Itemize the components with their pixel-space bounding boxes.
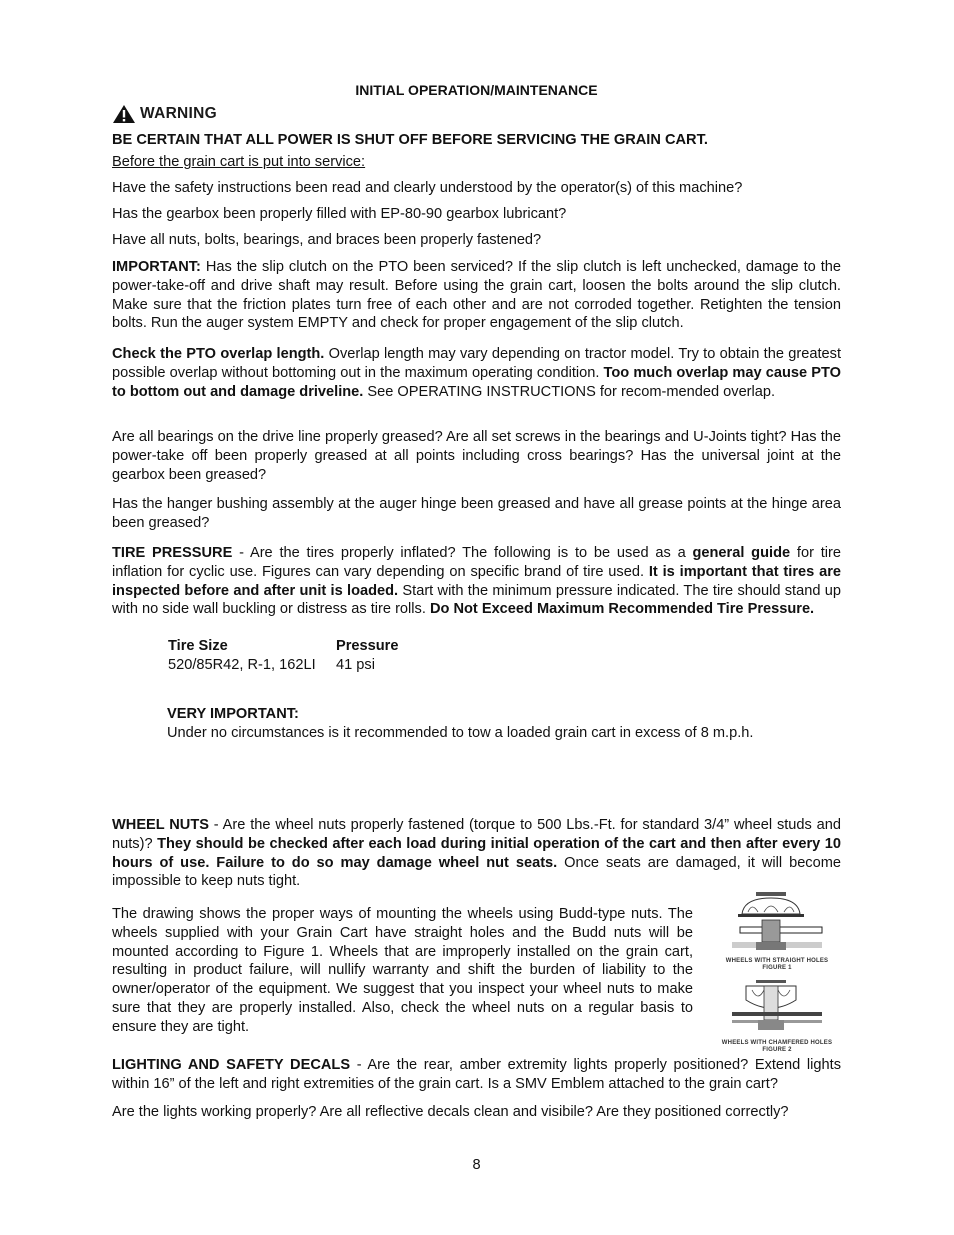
- tire-pressure-paragraph: TIRE PRESSURE - Are the tires properly inflated? The following is to be used as a general guide for tire inflation for cyclic use. Figures can vary depending on specific brand of tire used. It is important that tires are inspected before and after unit is loaded. Start with the minimum pressure indicated. The tire should stand up with no side wall buckling or distress as tire rolls. Do Not Exceed Maximum Recommended Tire Pressure.: [112, 545, 841, 618]
- cell-tire-size: 520/85R42, R-1, 162LI: [168, 656, 316, 673]
- figure2-caption: WHEELS WITH CHAMFERED HOLES: [721, 1039, 833, 1046]
- budd-nut-straight-hole-drawing: [712, 890, 842, 952]
- figure1-caption: WHEELS WITH STRAIGHT HOLES: [725, 957, 829, 964]
- header-tire-size: Tire Size: [168, 638, 228, 654]
- lights-question-paragraph: Are the lights working properly? Are all reflective decals clean and visibile? Are they positioned correctly?: [112, 1104, 789, 1120]
- budd-nut-chamfered-hole-drawing: [712, 976, 842, 1034]
- warning-triangle-icon: [112, 104, 136, 124]
- figure1-label: FIGURE 1: [762, 964, 792, 971]
- header-pressure: Pressure: [336, 638, 399, 654]
- pto-paragraph: Check the PTO overlap length. Overlap length may vary depending on tractor model. Try to obtain the greatest possible overlap without bottoming out in the maximum operating condition. Too much overlap may cause PTO to bottom out and damage driveline. See OPERATING INSTRUCTIONS for recom-mended overlap.: [112, 346, 841, 400]
- lighting-paragraph: LIGHTING AND SAFETY DECALS - Are the rear, amber extremity lights properly positioned? Extend lights within 16” of the left and right extremities of the grain cart. Is a SMV Emblem attached to the grain cart?: [112, 1057, 841, 1092]
- service-subhead: Before the grain cart is put into service:: [112, 154, 366, 170]
- very-important-block: [167, 705, 753, 743]
- bearings-paragraph: Are all bearings on the drive line properly greased? Are all set screws in the bearings and U-Joints tight? Has the power-take off been properly greased at all points including cross bearings? Has the universal joint at the gearbox been greased?: [112, 429, 841, 483]
- question-fasteners: Have all nuts, bolts, bearings, and braces been properly fastened?: [112, 232, 542, 248]
- lighting-lead: LIGHTING AND SAFETY DECALS: [112, 1057, 351, 1073]
- warning-headline: BE CERTAIN THAT ALL POWER IS SHUT OFF BEFORE SERVICING THE GRAIN CART.: [112, 132, 708, 148]
- pto-lead: Check the PTO overlap length.: [112, 346, 325, 362]
- tire-pressure-table: [168, 637, 398, 675]
- question-safety: Have the safety instructions been read and clearly understood by the operator(s) of this machine?: [112, 180, 743, 196]
- important-paragraph: IMPORTANT: Has the slip clutch on the PTO been serviced? If the slip clutch is left unchecked, damage to the power-take-off and drive shaft may result. Before using the grain cart, loosen the bolts around the slip clutch. Make sure that the friction plates turn free of each other and are not corroded together. Retighten the tension bolts. Run the auger system EMPTY and check for proper engagement of the slip clutch.: [112, 259, 841, 332]
- warning-banner: [112, 104, 217, 124]
- tire-table-header: [168, 637, 398, 656]
- wheel-nuts-lead: WHEEL NUTS: [112, 817, 209, 833]
- question-gearbox: Has the gearbox been properly filled with EP-80-90 gearbox lubricant?: [112, 206, 567, 222]
- very-important-label: VERY IMPORTANT:: [167, 706, 299, 722]
- table-row: [168, 656, 398, 675]
- wheel-drawing-paragraph: The drawing shows the proper ways of mounting the wheels using Budd-type nuts. The wheels supplied with your Grain Cart have straight holes and the Budd nuts will be mounted according to Figure 1. Wheels that are improperly installed on the grain cart, resulting in product failure, will nullify warranty and shift the burden of liability to the owner/operator of the equipment. We suggest that you inspect your wheel nuts to make sure that they are properly installed. Also, check the wheel nuts on a regular basis to ensure they are tight.: [112, 906, 693, 1035]
- very-important-text: Under no circumstances is it recommended to tow a loaded grain cart in excess of 8 m.p.h.: [167, 724, 754, 741]
- tire-lead: TIRE PRESSURE: [112, 545, 233, 561]
- wheel-mount-figures: [712, 890, 842, 1054]
- wheel-nuts-paragraph: WHEEL NUTS - Are the wheel nuts properly fastened (torque to 500 Lbs.-Ft. for standard 3/4” wheel studs and nuts)? They should be checked after each load during initial operation of the cart and then after every 10 hours of use. Failure to do so may damage wheel nut seats. Once seats are damaged, it will become impossible to keep nuts tight.: [112, 817, 841, 890]
- important-lead: IMPORTANT:: [112, 259, 201, 275]
- page-title: INITIAL OPERATION/MAINTENANCE: [355, 82, 598, 98]
- warning-label: WARNING: [140, 104, 218, 122]
- figure2-label: FIGURE 2: [762, 1046, 792, 1053]
- hanger-paragraph: Has the hanger bushing assembly at the auger hinge been greased and have all grease points at the hinge area been greased?: [112, 496, 841, 531]
- cell-pressure: 41 psi: [336, 656, 375, 673]
- page-number: 8: [472, 1157, 481, 1173]
